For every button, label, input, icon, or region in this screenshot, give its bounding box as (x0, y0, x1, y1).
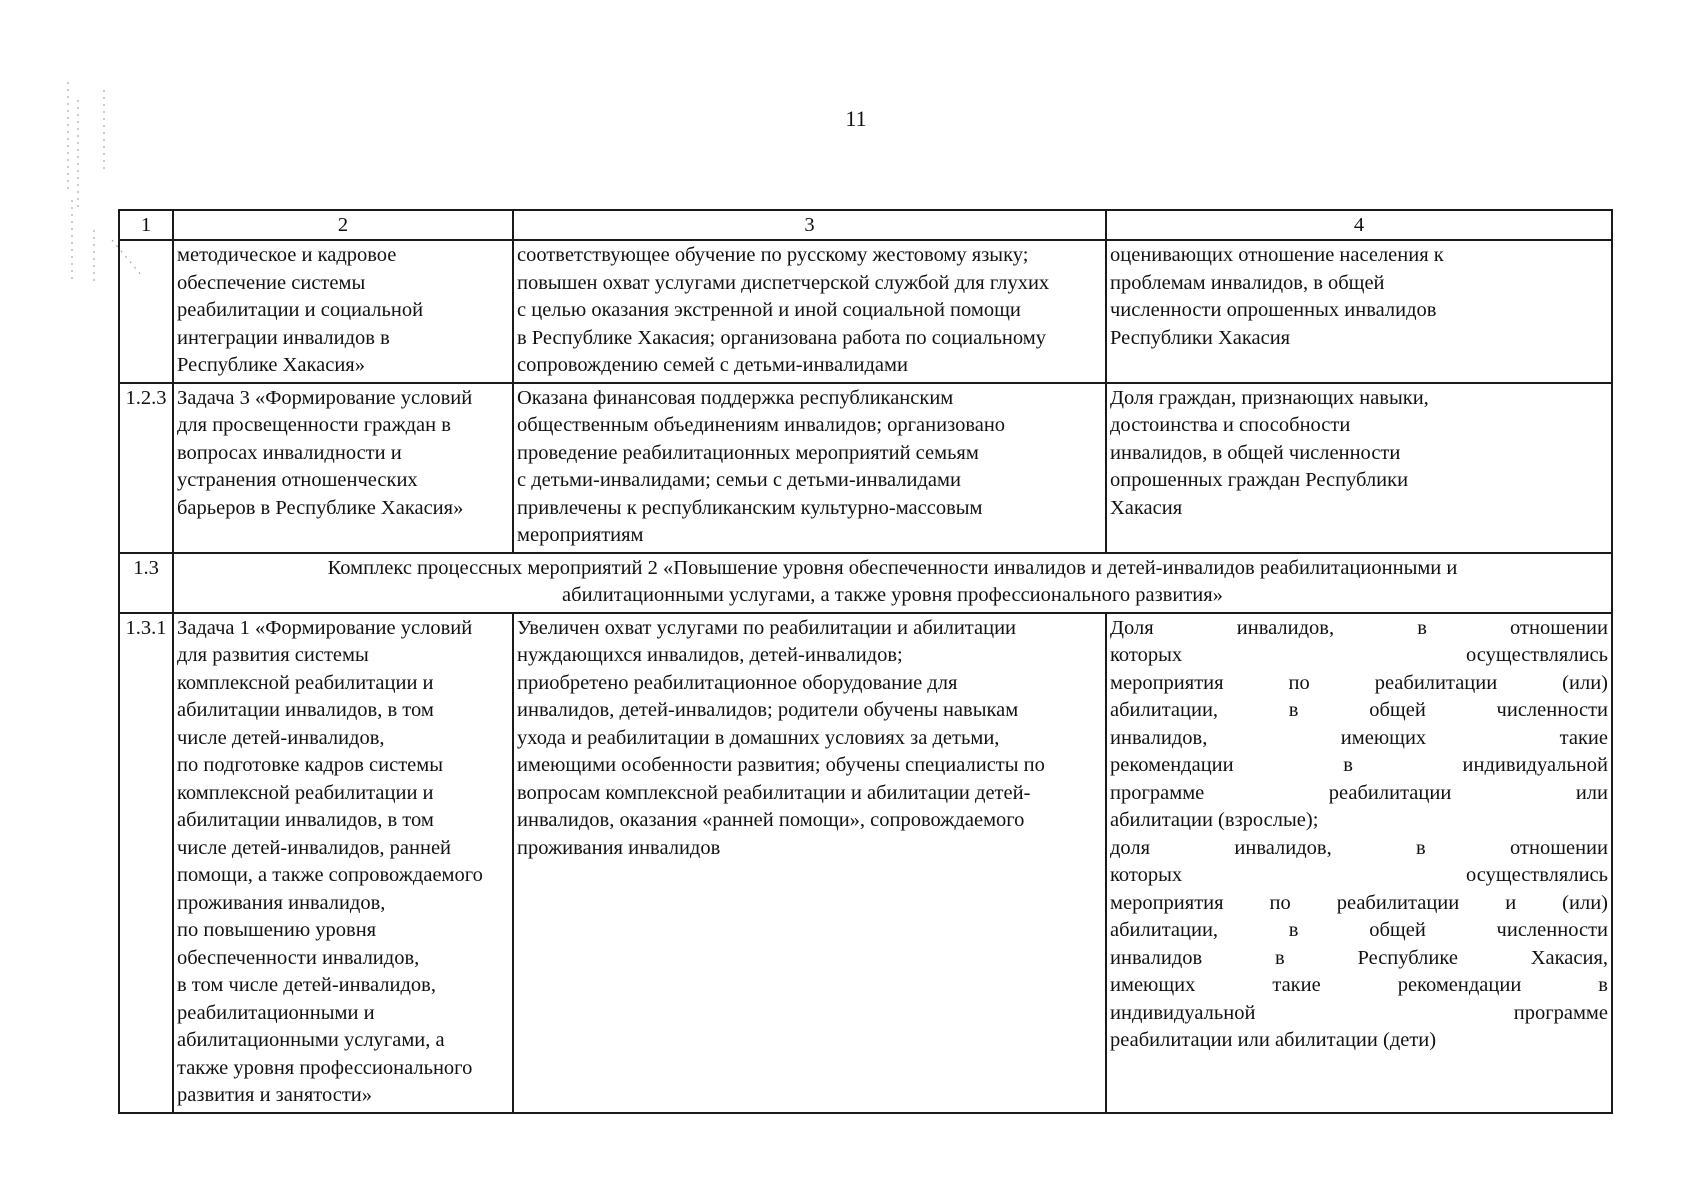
cell-line: реабилитации или абилитации (дети) (1110, 1029, 1437, 1051)
cell-line: проведение реабилитационных мероприятий семьям (517, 441, 979, 464)
cell-line: обеспеченности инвалидов, (177, 946, 420, 969)
task-cell (173, 613, 513, 1113)
cell-line: в Республике Хакасия; организована работа по социальному (517, 326, 1046, 349)
cell-line: по повышению уровня (177, 919, 377, 941)
cell-line: вопросам комплексной реабилитации и абилитации детей- (517, 781, 1031, 804)
cell-line: комплексной реабилитации и (177, 671, 434, 694)
cell-line: Республики Хакасия (1110, 326, 1291, 349)
cell-line: Комплекс процессных мероприятий 2 «Повышение уровня обеспеченности инвалидов и детей-инвалидов реабилитационными и (327, 556, 1458, 579)
section-title-cell (173, 553, 1612, 613)
cell-line: мероприятия по реабилитации (или) (1110, 671, 1608, 694)
cell-line: абилитации инвалидов, в том (177, 809, 434, 831)
result-cell (513, 383, 1106, 553)
cell-line: по подготовке кадров системы (177, 754, 444, 776)
cell-line: Доля граждан, признающих навыки, (1110, 386, 1429, 409)
cell-line: Оказана финансовая поддержка республиканским (517, 386, 954, 409)
cell-line: опрошенных граждан Республики (1110, 469, 1409, 491)
cell-line: программе реабилитации или (1110, 781, 1608, 804)
cell-line: абилитации, в общей численности (1110, 919, 1608, 941)
cell-line: инвалидов, детей-инвалидов; родители обучены навыкам (517, 699, 1019, 721)
cell-line: реабилитационными и (177, 1001, 375, 1024)
cell-line: реабилитации и социальной (177, 299, 424, 321)
cell-line: Хакасия (1110, 496, 1183, 519)
result-cell (513, 240, 1106, 383)
cell-line: абилитации (взрослые); (1110, 809, 1319, 831)
document-table (118, 209, 1613, 1114)
cell-line: инвалидов в Республике Хакасия, (1110, 946, 1608, 969)
table-row (119, 613, 1612, 1113)
cell-line: Доля инвалидов, в отношении (1110, 616, 1608, 639)
page-number: 11 (845, 106, 867, 131)
cell-line: привлечены к республиканским культурно-массовым (517, 496, 983, 519)
cell-line: интеграции инвалидов в (177, 326, 390, 349)
cell-line: сопровождению семей с детьми-инвалидами (517, 354, 908, 376)
cell-line: абилитационными услугами, а также уровня профессионального развития» (562, 584, 1223, 606)
task-cell (173, 383, 513, 553)
header-cell: 1 (119, 210, 173, 240)
cell-line: также уровня профессионального (177, 1056, 473, 1079)
cell-line: имеющих такие рекомендации в (1110, 974, 1608, 996)
row-number: 1.3.1 (119, 613, 173, 1113)
cell-line: Республике Хакасия» (177, 354, 365, 376)
cell-line: проблемам инвалидов, в общей (1110, 271, 1385, 294)
cell-line: вопросах инвалидности и (177, 441, 402, 464)
task-cell (173, 240, 513, 383)
header-cell: 3 (513, 210, 1106, 240)
cell-line: методическое и кадровое (177, 244, 397, 266)
result-cell (513, 613, 1106, 1113)
cell-line: абилитации инвалидов, в том (177, 699, 434, 721)
cell-line: устранения отношенческих (177, 469, 418, 491)
cell-line: которых осуществлялись (1110, 864, 1608, 886)
cell-line: с детьми-инвалидами; семьи с детьми-инвалидами (517, 469, 961, 491)
cell-line: для просвещенности граждан в (177, 414, 451, 436)
cell-line: числе детей-инвалидов, ранней (177, 836, 452, 859)
row-number: 1.2.3 (119, 383, 173, 553)
table-row (119, 240, 1612, 383)
header-cell: 4 (1106, 210, 1612, 240)
indicator-cell (1106, 383, 1612, 553)
cell-line: достоинства и способности (1110, 414, 1351, 436)
cell-line: развития и занятости» (177, 1084, 373, 1106)
cell-line: абилитации, в общей численности (1110, 699, 1608, 721)
cell-line: имеющими особенности развития; обучены специалисты по (517, 754, 1045, 776)
cell-line: Увеличен охват услугами по реабилитации и абилитации (517, 616, 1017, 639)
cell-line: мероприятия по реабилитации и (или) (1110, 891, 1608, 914)
header-cell: 2 (173, 210, 513, 240)
table-row (119, 553, 1612, 613)
cell-line: ухода и реабилитации в домашних условиях за детьми, (517, 726, 1000, 749)
cell-line: инвалидов, имеющих такие (1110, 726, 1608, 749)
cell-line: комплексной реабилитации и (177, 781, 434, 804)
cell-line: абилитационными услугами, а (177, 1029, 445, 1051)
cell-line: инвалидов, оказания «ранней помощи», сопровождаемого (517, 809, 1025, 831)
cell-line: числе детей-инвалидов, (177, 726, 385, 749)
cell-line: помощи, а также сопровождаемого (177, 864, 483, 886)
cell-line: доля инвалидов, в отношении (1110, 836, 1608, 859)
cell-line: приобретено реабилитационное оборудование для (517, 671, 958, 694)
cell-line: Задача 3 «Формирование условий (177, 386, 473, 409)
cell-line: общественным объединениям инвалидов; организовано (517, 414, 1006, 436)
cell-blank-space (1110, 1055, 1608, 1109)
cell-line: барьеров в Республике Хакасия» (177, 496, 464, 519)
cell-line: проживания инвалидов (517, 836, 721, 859)
table-header-row (119, 210, 1612, 240)
cell-line: численности опрошенных инвалидов (1110, 299, 1437, 321)
indicator-cell (1106, 240, 1612, 383)
cell-line: которых осуществлялись (1110, 644, 1608, 666)
table-row (119, 383, 1612, 553)
row-number (119, 240, 173, 383)
cell-line: оценивающих отношение населения к (1110, 244, 1444, 266)
cell-line: с целью оказания экстренной и иной социальной помощи (517, 299, 1021, 321)
cell-line: проживания инвалидов, (177, 891, 386, 914)
cell-line: нуждающихся инвалидов, детей-инвалидов; (517, 644, 903, 666)
indicator-cell (1106, 613, 1612, 1113)
cell-line: повышен охват услугами диспетчерской службой для глухих (517, 271, 1050, 294)
cell-line: мероприятиям (517, 524, 644, 546)
cell-line: Задача 1 «Формирование условий (177, 616, 473, 639)
cell-line: соответствующее обучение по русскому жестовому языку; (517, 244, 1029, 266)
cell-line: в том числе детей-инвалидов, (177, 974, 436, 996)
cell-line: обеспечение системы (177, 271, 366, 294)
cell-line: индивидуальной программе (1110, 1001, 1608, 1024)
cell-line: инвалидов, в общей численности (1110, 441, 1401, 464)
cell-line: рекомендации в индивидуальной (1110, 754, 1608, 776)
cell-line: для развития системы (177, 644, 369, 666)
row-number: 1.3 (119, 553, 173, 613)
